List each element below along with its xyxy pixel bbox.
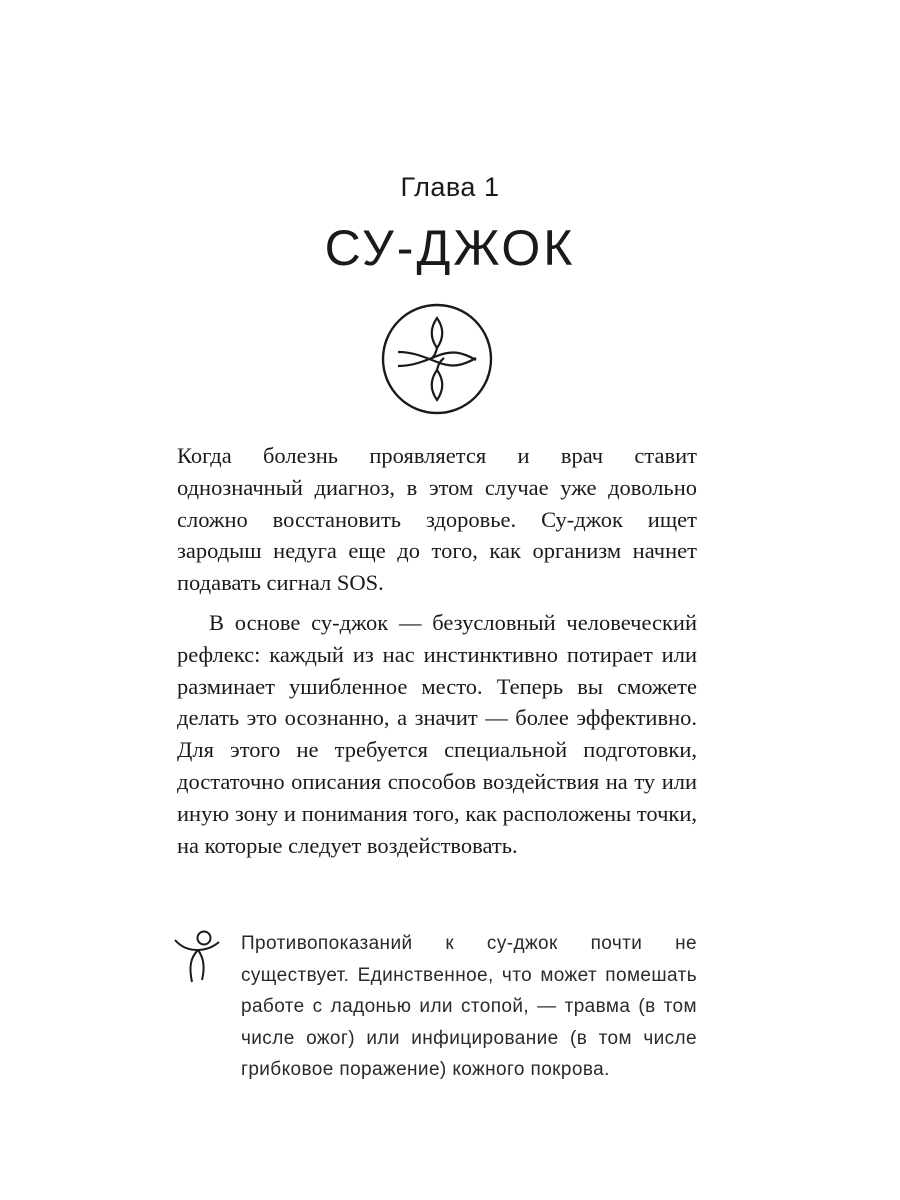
- paragraph-2: В основе су-джок — безусловный человеческий рефлекс: каждый из нас инстинктивно потирает или разминает ушибленное место. Теперь вы сможете делать это осознанно, а значит — более эффективно. Для этого не требуется специальной подготовки, достаточно описания способов воздействия на ту или иную зону и понимания того, как расположены точки, на которые следует воздействовать.: [177, 609, 697, 858]
- sujok-knot-circle-icon: [378, 300, 496, 418]
- paragraph-1: Когда болезнь проявляется и врач ставит однозначный диагноз, в этом случае уже довольно сложно восстановить здоровье. Су-джок ищет зародыш недуга еще до того, как организм начнет подавать сигнал SOS.: [177, 443, 697, 596]
- chapter-label: Глава 1: [400, 172, 500, 202]
- chapter-title: СУ-ДЖОК: [324, 220, 576, 276]
- note-text: Противопоказаний к су-джок почти не существует. Единственное, что может помешать работе с ладонью или стопой, — травма (в том числе ожог) или инфицирование (в том числе грибковое поражение) кожного покрова.: [241, 933, 697, 1080]
- main-text: [177, 440, 697, 861]
- person-figure-icon: [172, 928, 222, 986]
